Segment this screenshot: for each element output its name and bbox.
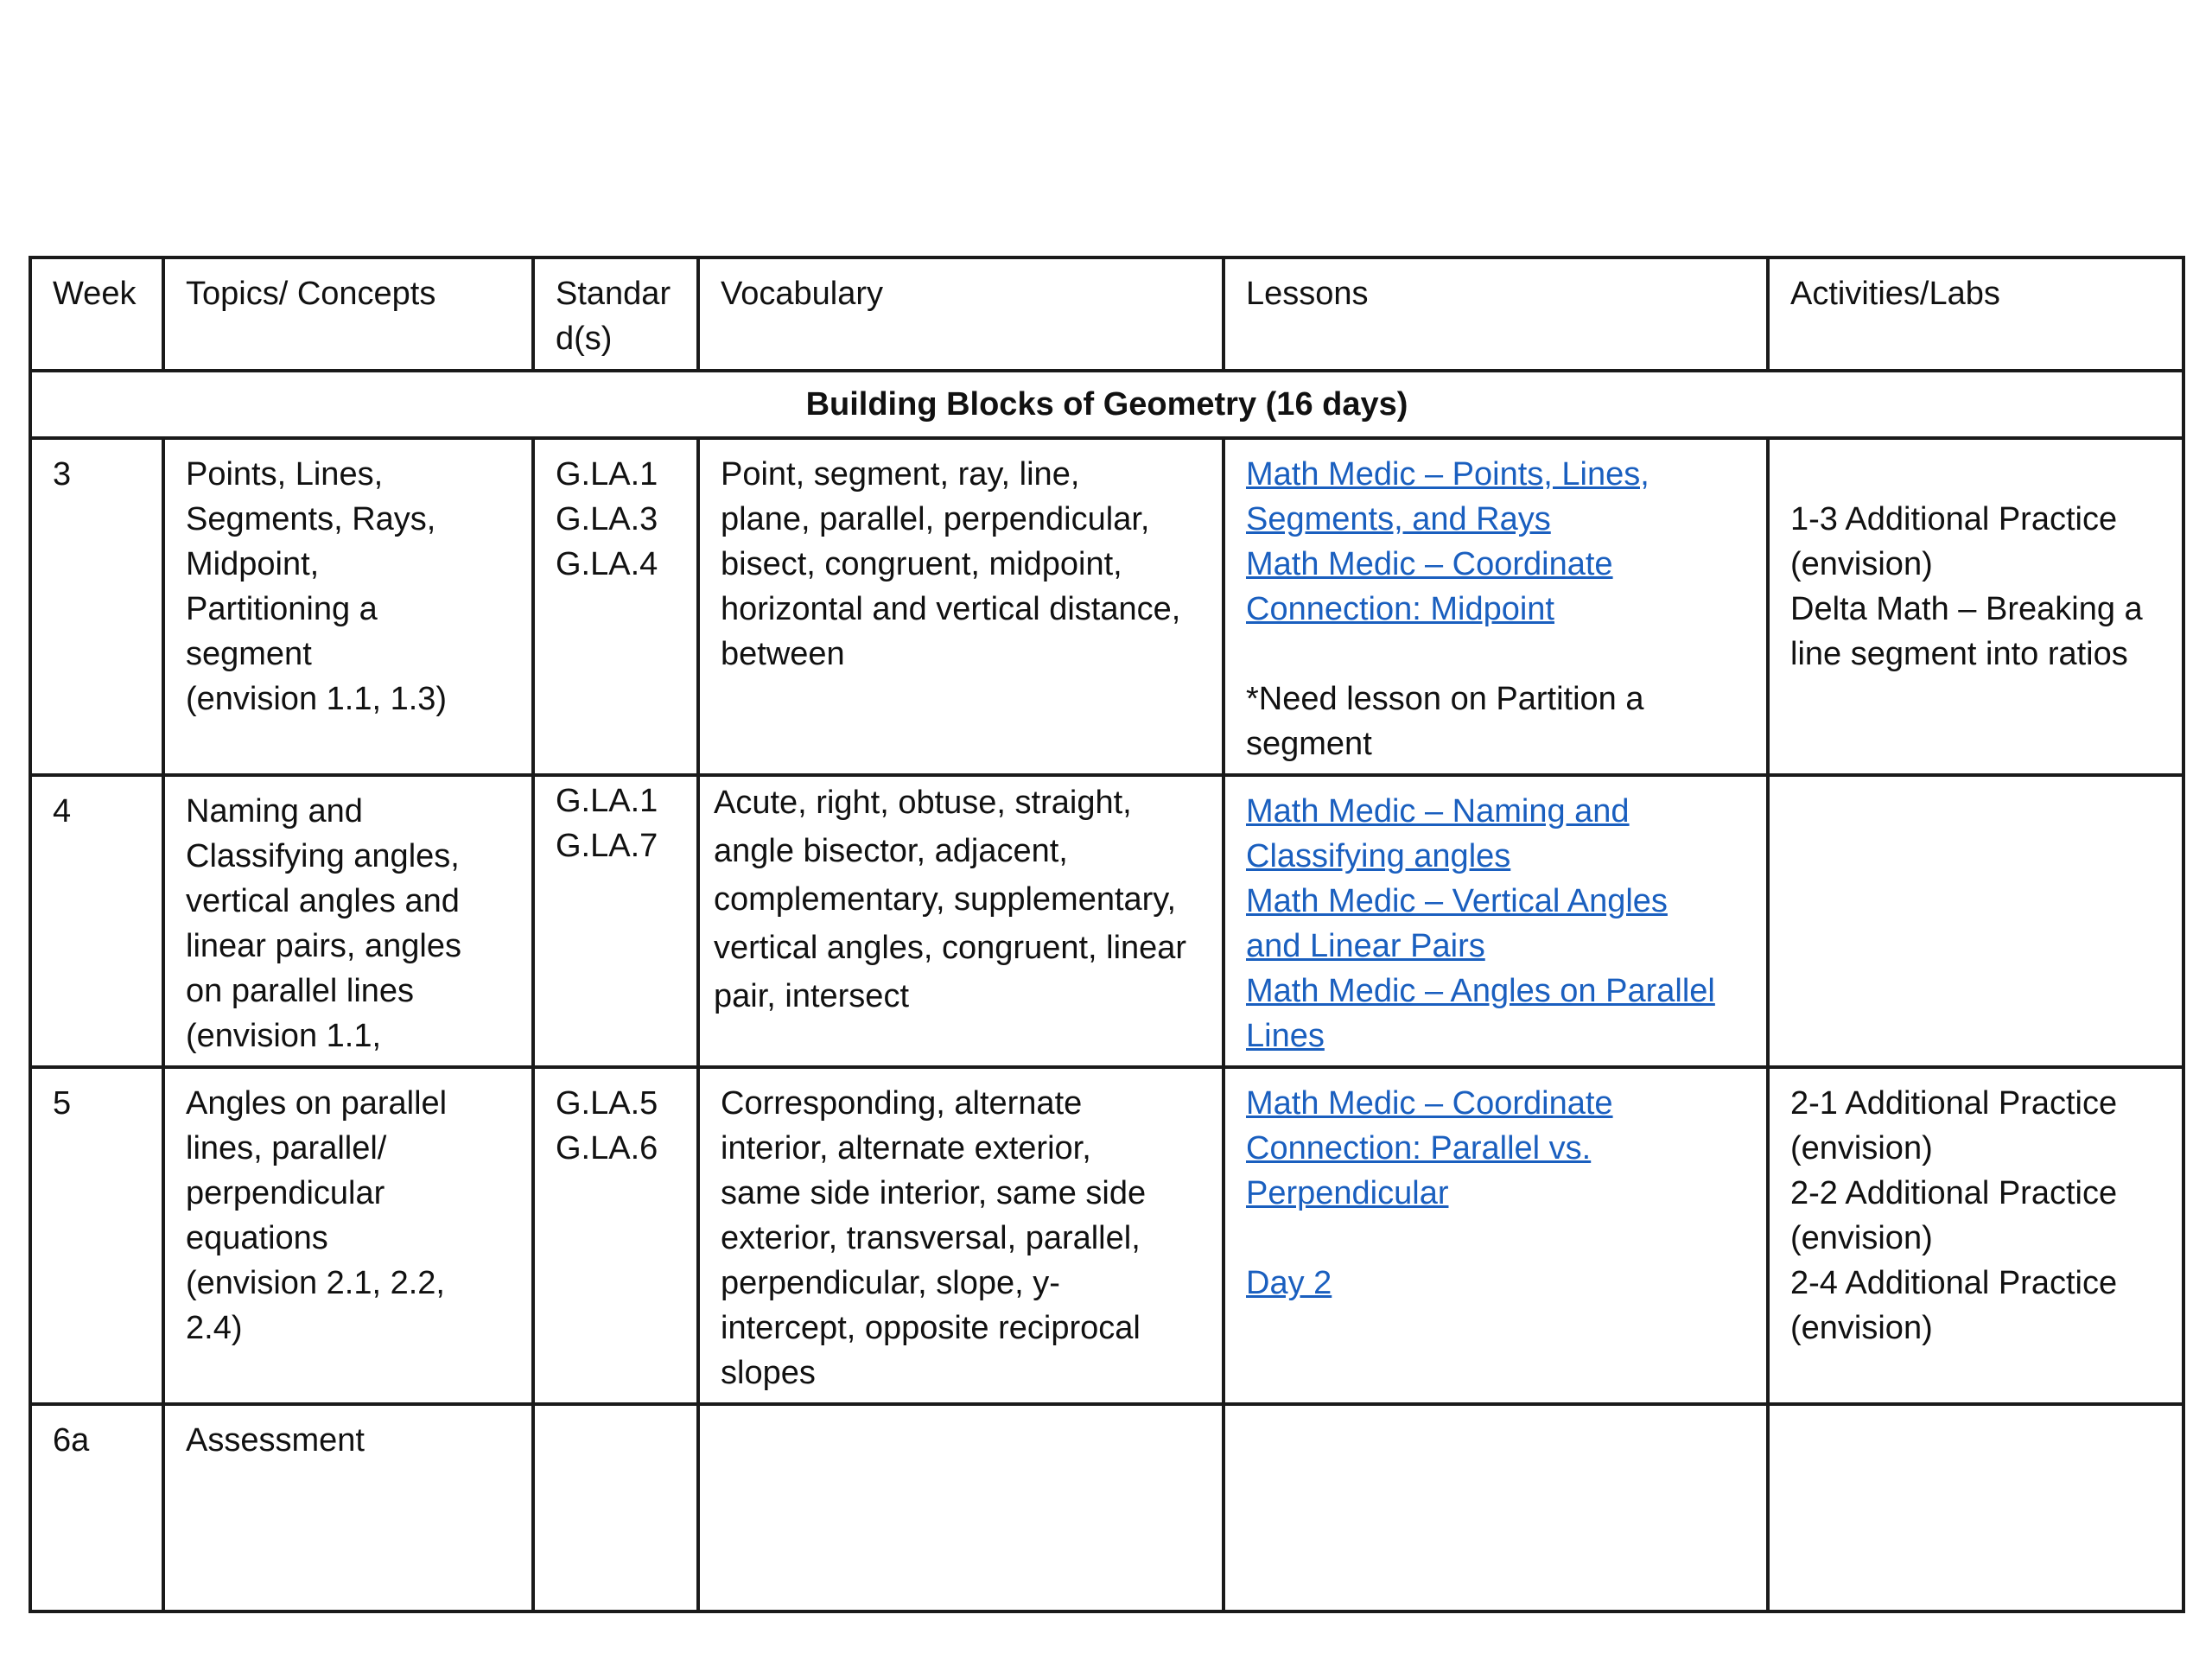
lesson-link-parallel-lines[interactable]: Math Medic – Angles on Parallel bbox=[1246, 973, 1715, 1009]
topics-cell bbox=[163, 1404, 533, 1611]
week-cell: 3 bbox=[30, 438, 163, 775]
curriculum-document bbox=[29, 256, 2182, 1613]
vocabulary-line: slopes bbox=[721, 1355, 816, 1391]
vocabulary-line: bisect, congruent, midpoint, bbox=[721, 546, 1122, 582]
topic-line: perpendicular bbox=[186, 1175, 385, 1211]
lesson-link-naming-angles[interactable]: Classifying angles bbox=[1246, 838, 1511, 874]
lesson-link-midpoint[interactable]: Connection: Midpoint bbox=[1246, 591, 1554, 627]
vocabulary-cell bbox=[698, 438, 1224, 775]
activity-line: (envision) bbox=[1790, 1310, 1933, 1346]
activities-cell bbox=[1768, 775, 2183, 1067]
activities-cell bbox=[1768, 438, 2183, 775]
standard-code: G.LA.1 bbox=[556, 783, 658, 819]
topic-line: (envision 1.1, bbox=[186, 1018, 382, 1054]
section-title: Building Blocks of Geometry (16 days) bbox=[30, 371, 2183, 438]
topics-cell bbox=[163, 1067, 533, 1404]
header-row bbox=[30, 257, 2183, 371]
activities-cell bbox=[1768, 1067, 2183, 1404]
activity-line: line segment into ratios bbox=[1790, 636, 2128, 672]
topic-line: Midpoint, bbox=[186, 546, 320, 582]
vocabulary-line: angle bisector, adjacent, bbox=[714, 833, 1068, 869]
topic-line: Assessment bbox=[186, 1422, 365, 1459]
standard-code: G.LA.7 bbox=[556, 828, 658, 864]
table-row bbox=[30, 438, 2183, 775]
standard-code: G.LA.5 bbox=[556, 1085, 658, 1122]
topic-line: Naming and bbox=[186, 793, 363, 830]
lesson-link-naming-angles[interactable]: Math Medic – Naming and bbox=[1246, 793, 1630, 830]
standards-cell bbox=[533, 775, 698, 1067]
vocabulary-cell bbox=[698, 775, 1224, 1067]
header-standards-line: Standar bbox=[556, 276, 671, 312]
topic-line: Classifying angles, bbox=[186, 838, 460, 874]
standards-cell bbox=[533, 1067, 698, 1404]
lessons-cell bbox=[1224, 438, 1768, 775]
vocabulary-line: Point, segment, ray, line, bbox=[721, 456, 1080, 493]
header-standards bbox=[533, 257, 698, 371]
lesson-link-vertical-angles[interactable]: and Linear Pairs bbox=[1246, 928, 1485, 964]
header-week: Week bbox=[30, 257, 163, 371]
spacer bbox=[1246, 632, 1745, 677]
header-topics: Topics/ Concepts bbox=[163, 257, 533, 371]
topic-line: Partitioning a bbox=[186, 591, 378, 627]
vocabulary-line: exterior, transversal, parallel, bbox=[721, 1220, 1141, 1256]
topics-cell bbox=[163, 438, 533, 775]
table-row bbox=[30, 1067, 2183, 1404]
standards-cell bbox=[533, 1404, 698, 1611]
activity-line: 1-3 Additional Practice bbox=[1790, 501, 2118, 537]
vocabulary-line: plane, parallel, perpendicular, bbox=[721, 501, 1150, 537]
topic-line: (envision 1.1, 1.3) bbox=[186, 681, 448, 717]
header-lessons: Lessons bbox=[1224, 257, 1768, 371]
lesson-link-parallel-perpendicular[interactable]: Math Medic – Coordinate bbox=[1246, 1085, 1613, 1122]
vocabulary-line: horizontal and vertical distance, bbox=[721, 591, 1181, 627]
week-cell: 4 bbox=[30, 775, 163, 1067]
standard-code: G.LA.3 bbox=[556, 501, 658, 537]
vocabulary-line: Corresponding, alternate bbox=[721, 1085, 1083, 1122]
activity-line: Delta Math – Breaking a bbox=[1790, 591, 2143, 627]
vocabulary-line: complementary, supplementary, bbox=[714, 881, 1177, 918]
standard-code: G.LA.1 bbox=[556, 456, 658, 493]
lesson-link-midpoint[interactable]: Math Medic – Coordinate bbox=[1246, 546, 1613, 582]
topic-line: Angles on parallel bbox=[186, 1085, 448, 1122]
lessons-cell bbox=[1224, 1067, 1768, 1404]
vocabulary-line: same side interior, same side bbox=[721, 1175, 1147, 1211]
section-row bbox=[30, 371, 2183, 438]
lessons-cell bbox=[1224, 1404, 1768, 1611]
vocabulary-line: interior, alternate exterior, bbox=[721, 1130, 1091, 1166]
week-cell: 6a bbox=[30, 1404, 163, 1611]
spacer bbox=[1246, 1216, 1745, 1261]
activity-line: 2-1 Additional Practice bbox=[1790, 1085, 2118, 1122]
topic-line: lines, parallel/ bbox=[186, 1130, 387, 1166]
lesson-link-parallel-perpendicular[interactable]: Connection: Parallel vs. bbox=[1246, 1130, 1592, 1166]
vocabulary-cell bbox=[698, 1067, 1224, 1404]
lesson-link-parallel-perpendicular[interactable]: Perpendicular bbox=[1246, 1175, 1449, 1211]
standard-code: G.LA.6 bbox=[556, 1130, 658, 1166]
vocabulary-line: intercept, opposite reciprocal bbox=[721, 1310, 1141, 1346]
curriculum-table bbox=[29, 256, 2185, 1613]
header-vocabulary: Vocabulary bbox=[698, 257, 1224, 371]
lesson-link-parallel-lines[interactable]: Lines bbox=[1246, 1018, 1325, 1054]
vocabulary-line: between bbox=[721, 636, 845, 672]
table-row bbox=[30, 775, 2183, 1067]
vocabulary-line: pair, intersect bbox=[714, 978, 909, 1014]
topic-line: linear pairs, angles bbox=[186, 928, 461, 964]
lesson-note: segment bbox=[1246, 726, 1372, 762]
topic-line: Points, Lines, bbox=[186, 456, 384, 493]
header-standards-line: d(s) bbox=[556, 321, 613, 357]
activities-cell bbox=[1768, 1404, 2183, 1611]
vocabulary-line: vertical angles, congruent, linear bbox=[714, 930, 1187, 966]
activity-line: (envision) bbox=[1790, 546, 1933, 582]
topic-line: segment bbox=[186, 636, 312, 672]
activity-line: (envision) bbox=[1790, 1130, 1933, 1166]
topic-line: Segments, Rays, bbox=[186, 501, 436, 537]
topic-line: (envision 2.1, 2.2, bbox=[186, 1265, 445, 1301]
topic-line: vertical angles and bbox=[186, 883, 460, 919]
topic-line: on parallel lines bbox=[186, 973, 415, 1009]
activity-line: (envision) bbox=[1790, 1220, 1933, 1256]
header-activities: Activities/Labs bbox=[1768, 257, 2183, 371]
lesson-link-points-lines[interactable]: Segments, and Rays bbox=[1246, 501, 1551, 537]
activity-line: 2-2 Additional Practice bbox=[1790, 1175, 2118, 1211]
lessons-cell bbox=[1224, 775, 1768, 1067]
vocabulary-line: Acute, right, obtuse, straight, bbox=[714, 785, 1132, 821]
table-row bbox=[30, 1404, 2183, 1611]
lesson-link-vertical-angles[interactable]: Math Medic – Vertical Angles bbox=[1246, 883, 1668, 919]
week-cell: 5 bbox=[30, 1067, 163, 1404]
lesson-link-points-lines[interactable]: Math Medic – Points, Lines, bbox=[1246, 456, 1649, 493]
lesson-link-day-2[interactable]: Day 2 bbox=[1246, 1265, 1332, 1301]
topic-line: equations bbox=[186, 1220, 328, 1256]
activity-line: 2-4 Additional Practice bbox=[1790, 1265, 2118, 1301]
vocabulary-cell bbox=[698, 1404, 1224, 1611]
topics-cell bbox=[163, 775, 533, 1067]
topic-line: 2.4) bbox=[186, 1310, 243, 1346]
vocabulary-line: perpendicular, slope, y- bbox=[721, 1265, 1060, 1301]
lesson-note: *Need lesson on Partition a bbox=[1246, 681, 1644, 717]
standards-cell bbox=[533, 438, 698, 775]
standard-code: G.LA.4 bbox=[556, 546, 658, 582]
